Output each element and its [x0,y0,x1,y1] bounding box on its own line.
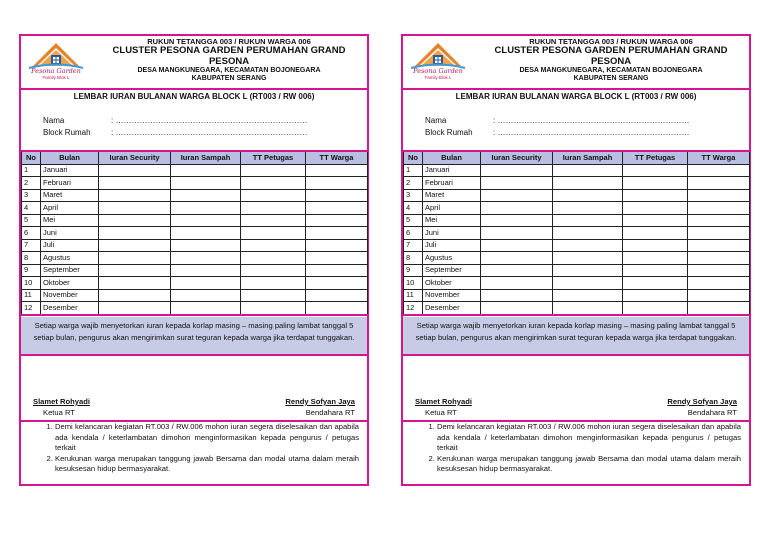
row-no: 3 [22,189,41,202]
card-header [21,36,367,90]
table-row [404,214,750,227]
cell-sampah[interactable] [171,252,241,265]
bendahara-rt-name: Rendy Sofyan Jaya [285,397,355,406]
row-bulan: November [41,289,99,302]
row-bulan: Juli [41,239,99,252]
cell-tt-warga[interactable] [306,264,368,277]
table-row [404,277,750,290]
cell-sampah[interactable] [171,302,241,315]
logo-brand-text: Pesona Garden [31,67,81,75]
header-desa: DESA MANGKUNEGARA, KECAMATAN BOJONEGARA [519,67,703,75]
cell-tt-warga[interactable] [306,302,368,315]
cell-sampah[interactable] [171,289,241,302]
row-no: 4 [404,202,423,215]
cell-tt-petugas[interactable] [623,202,688,215]
rules-list [21,422,367,475]
cell-security[interactable] [481,264,553,277]
block-rumah-dots: : ……………………………………………………………… [493,128,690,137]
rule-item: 1. Demi kelancaran kegiatan RT.003 / RW.006 mohon iuran segera diselesaikan dan apabila ada kendala / keterlambatan dimohon menginformasikan kepada pengurus / petugas terkait [437,422,741,454]
cell-sampah[interactable] [171,202,241,215]
cell-sampah[interactable] [553,302,623,315]
cell-security[interactable] [99,202,171,215]
iuran-card-right [401,34,751,486]
table-row [22,202,368,215]
row-no: 5 [404,214,423,227]
header-desa: DESA MANGKUNEGARA, KECAMATAN BOJONEGARA [137,67,321,75]
block-rumah-field[interactable] [43,128,307,137]
cell-security[interactable] [99,302,171,315]
cell-security[interactable] [99,164,171,177]
col-tt-petugas: TT Petugas [623,151,688,164]
cell-tt-petugas[interactable] [623,252,688,265]
rule-item: 2. Kerukunan warga merupakan tanggung jawab Bersama dan modal utama dalam meraih kesuksesan hidup bermasyarakat. [55,454,359,475]
cell-tt-warga[interactable] [688,227,750,240]
row-no: 5 [22,214,41,227]
cell-tt-petugas[interactable] [241,227,306,240]
table-row [404,302,750,315]
cell-security[interactable] [99,227,171,240]
table-row [22,252,368,265]
cell-sampah[interactable] [553,277,623,290]
cell-tt-petugas[interactable] [623,214,688,227]
row-bulan: Agustus [423,252,481,265]
row-bulan: Januari [41,164,99,177]
cell-tt-warga[interactable] [688,277,750,290]
table-row [404,289,750,302]
logo-sub-text: Family Blok L [424,75,452,80]
table-row [404,239,750,252]
cell-tt-warga[interactable] [306,239,368,252]
cell-security[interactable] [481,189,553,202]
cell-sampah[interactable] [553,177,623,190]
table-row [404,202,750,215]
cell-tt-warga[interactable] [688,264,750,277]
cell-sampah[interactable] [171,189,241,202]
cell-security[interactable] [99,277,171,290]
cell-sampah[interactable] [171,239,241,252]
cell-tt-petugas[interactable] [623,164,688,177]
cell-security[interactable] [99,252,171,265]
row-bulan: November [423,289,481,302]
table-row [22,289,368,302]
row-bulan: Februari [41,177,99,190]
cell-sampah[interactable] [553,264,623,277]
header-rt-rw: RUKUN TETANGGA 003 / RUKUN WARGA 006 [529,37,693,46]
row-no: 10 [22,277,41,290]
rules-box [21,420,367,488]
cell-tt-warga[interactable] [688,289,750,302]
cell-security[interactable] [99,189,171,202]
col-tt-warga: TT Warga [688,151,750,164]
ketua-rt-name: Slamet Rohyadi [33,397,90,406]
cell-tt-warga[interactable] [688,239,750,252]
cell-sampah[interactable] [553,239,623,252]
rules-box [403,420,749,488]
row-bulan: Januari [423,164,481,177]
header-rt-rw: RUKUN TETANGGA 003 / RUKUN WARGA 006 [147,37,311,46]
row-no: 10 [404,277,423,290]
cell-tt-warga[interactable] [688,302,750,315]
table-row [22,264,368,277]
table-header-row [404,151,750,164]
table-row [404,177,750,190]
cell-sampah[interactable] [553,227,623,240]
cell-tt-warga[interactable] [306,227,368,240]
row-bulan: Maret [423,189,481,202]
cell-security[interactable] [481,289,553,302]
table-row [22,239,368,252]
row-bulan: Agustus [41,252,99,265]
cell-sampah[interactable] [171,277,241,290]
table-row [404,189,750,202]
table-row [404,227,750,240]
cell-security[interactable] [99,289,171,302]
table-row [404,264,750,277]
block-rumah-label: Block Rumah [425,128,473,137]
ketua-rt-name: Slamet Rohyadi [415,397,472,406]
col-bulan: Bulan [423,151,481,164]
cell-tt-petugas[interactable] [241,214,306,227]
col-iuran-security: Iuran Security [99,151,171,164]
cell-sampah[interactable] [171,177,241,190]
nama-dots: : ……………………………………………………………… [111,116,308,125]
iuran-table [21,150,368,316]
row-bulan: April [423,202,481,215]
row-no: 7 [22,239,41,252]
row-bulan: September [423,264,481,277]
cell-tt-warga[interactable] [306,189,368,202]
row-bulan: Desember [41,302,99,315]
row-bulan: April [41,202,99,215]
nama-label: Nama [43,116,65,125]
cell-security[interactable] [99,264,171,277]
row-bulan: Juli [423,239,481,252]
cell-tt-petugas[interactable] [623,227,688,240]
row-no: 4 [22,202,41,215]
row-bulan: Juni [41,227,99,240]
cell-sampah[interactable] [553,214,623,227]
nama-dots: : ……………………………………………………………… [493,116,690,125]
logo-brand-text: Pesona Garden [413,67,463,75]
block-rumah-field[interactable] [425,128,689,137]
pesona-garden-logo [25,39,87,85]
col-no: No [404,151,423,164]
row-no: 1 [22,164,41,177]
row-bulan: Maret [41,189,99,202]
cell-tt-petugas[interactable] [241,302,306,315]
table-row [22,164,368,177]
bendahara-rt-name: Rendy Sofyan Jaya [667,397,737,406]
header-kabupaten: KABUPATEN SERANG [573,74,649,82]
cell-tt-warga[interactable] [306,164,368,177]
cell-sampah[interactable] [171,227,241,240]
cell-tt-petugas[interactable] [623,277,688,290]
row-no: 9 [22,264,41,277]
table-row [404,252,750,265]
cell-tt-petugas[interactable] [623,177,688,190]
cell-tt-petugas[interactable] [241,177,306,190]
form-title: LEMBAR IURAN BULANAN WARGA BLOCK L (RT003 / RW 006) [73,92,315,101]
table-row [22,189,368,202]
ketua-rt-role: Ketua RT [43,408,75,417]
row-bulan: Desember [423,302,481,315]
cell-security[interactable] [99,214,171,227]
row-bulan: Oktober [423,277,481,290]
nama-label: Nama [425,116,447,125]
col-iuran-sampah: Iuran Sampah [171,151,241,164]
iuran-table [403,150,750,316]
payment-note: Setiap warga wajib menyetorkan iuran kepada korlap masing – masing paling lambat tanggal 5 setiap bulan, pengurus akan mengirimkan surat teguran kepada warga jika terdapat tunggakan. [21,317,367,356]
row-no: 2 [22,177,41,190]
cell-tt-warga[interactable] [688,164,750,177]
cell-tt-warga[interactable] [306,289,368,302]
header-cluster: CLUSTER PESONA GARDEN PERUMAHAN GRAND PESONA [494,45,728,67]
cell-tt-petugas[interactable] [241,252,306,265]
cell-tt-warga[interactable] [688,202,750,215]
row-no: 12 [22,302,41,315]
bendahara-rt-role: Bendahara RT [687,408,737,417]
cell-security[interactable] [481,252,553,265]
table-header-row [22,151,368,164]
cell-tt-warga[interactable] [688,189,750,202]
cell-tt-petugas[interactable] [241,189,306,202]
cell-tt-warga[interactable] [306,177,368,190]
cell-tt-warga[interactable] [306,252,368,265]
cell-sampah[interactable] [171,164,241,177]
row-no: 8 [22,252,41,265]
cell-tt-petugas[interactable] [241,239,306,252]
row-no: 6 [22,227,41,240]
cell-tt-petugas[interactable] [241,277,306,290]
row-bulan: Juni [423,227,481,240]
cell-sampah[interactable] [553,189,623,202]
cell-tt-petugas[interactable] [241,164,306,177]
row-bulan: Mei [423,214,481,227]
row-bulan: Februari [423,177,481,190]
cell-security[interactable] [481,177,553,190]
iuran-card-left [19,34,369,486]
form-title: LEMBAR IURAN BULANAN WARGA BLOCK L (RT003 / RW 006) [455,92,697,101]
cell-security[interactable] [481,214,553,227]
cell-security[interactable] [481,227,553,240]
logo-sub-text: Family Blok L [42,75,70,80]
cell-tt-petugas[interactable] [623,189,688,202]
cell-tt-petugas[interactable] [241,264,306,277]
cell-tt-petugas[interactable] [241,202,306,215]
cell-security[interactable] [481,302,553,315]
row-no: 7 [404,239,423,252]
pesona-garden-logo [407,39,469,85]
row-no: 8 [404,252,423,265]
cell-tt-warga[interactable] [688,214,750,227]
cell-tt-warga[interactable] [306,214,368,227]
col-tt-warga: TT Warga [306,151,368,164]
ketua-rt-role: Ketua RT [425,408,457,417]
col-iuran-security: Iuran Security [481,151,553,164]
row-no: 3 [404,189,423,202]
rule-item: 2. Kerukunan warga merupakan tanggung jawab Bersama dan modal utama dalam meraih kesuksesan hidup bermasyarakat. [437,454,741,475]
cell-security[interactable] [99,177,171,190]
table-row [22,177,368,190]
cell-tt-warga[interactable] [688,252,750,265]
row-bulan: Oktober [41,277,99,290]
col-iuran-sampah: Iuran Sampah [553,151,623,164]
bendahara-rt-role: Bendahara RT [305,408,355,417]
block-rumah-label: Block Rumah [43,128,91,137]
row-no: 6 [404,227,423,240]
cell-sampah[interactable] [171,214,241,227]
table-row [404,164,750,177]
cell-sampah[interactable] [553,252,623,265]
row-bulan: Mei [41,214,99,227]
cell-tt-petugas[interactable] [623,302,688,315]
nama-field[interactable] [43,116,307,125]
rule-item: 1. Demi kelancaran kegiatan RT.003 / RW.006 mohon iuran segera diselesaikan dan apabila ada kendala / keterlambatan dimohon menginformasikan kepada pengurus / petugas terkait [55,422,359,454]
row-no: 12 [404,302,423,315]
table-row [22,302,368,315]
cell-sampah[interactable] [553,164,623,177]
col-bulan: Bulan [41,151,99,164]
col-no: No [22,151,41,164]
row-no: 11 [404,289,423,302]
cell-tt-petugas[interactable] [623,289,688,302]
cell-security[interactable] [481,277,553,290]
payment-note: Setiap warga wajib menyetorkan iuran kepada korlap masing – masing paling lambat tanggal 5 setiap bulan, pengurus akan mengirimkan surat teguran kepada warga jika terdapat tunggakan. [403,317,749,356]
nama-field[interactable] [425,116,689,125]
header-kabupaten: KABUPATEN SERANG [191,74,267,82]
cell-tt-warga[interactable] [306,277,368,290]
cell-tt-petugas[interactable] [241,289,306,302]
card-header [403,36,749,90]
row-no: 11 [22,289,41,302]
row-no: 2 [404,177,423,190]
cell-security[interactable] [481,164,553,177]
cell-security[interactable] [481,239,553,252]
cell-tt-petugas[interactable] [623,264,688,277]
cell-sampah[interactable] [553,289,623,302]
rules-list [403,422,749,475]
row-bulan: September [41,264,99,277]
row-no: 1 [404,164,423,177]
cell-sampah[interactable] [553,202,623,215]
col-tt-petugas: TT Petugas [241,151,306,164]
cell-tt-warga[interactable] [688,177,750,190]
table-row [22,277,368,290]
header-cluster: CLUSTER PESONA GARDEN PERUMAHAN GRAND PESONA [112,45,346,67]
row-no: 9 [404,264,423,277]
cell-tt-warga[interactable] [306,202,368,215]
table-row [22,214,368,227]
cell-tt-petugas[interactable] [623,239,688,252]
cell-sampah[interactable] [171,264,241,277]
cell-security[interactable] [481,202,553,215]
block-rumah-dots: : ……………………………………………………………… [111,128,308,137]
cell-security[interactable] [99,239,171,252]
table-row [22,227,368,240]
